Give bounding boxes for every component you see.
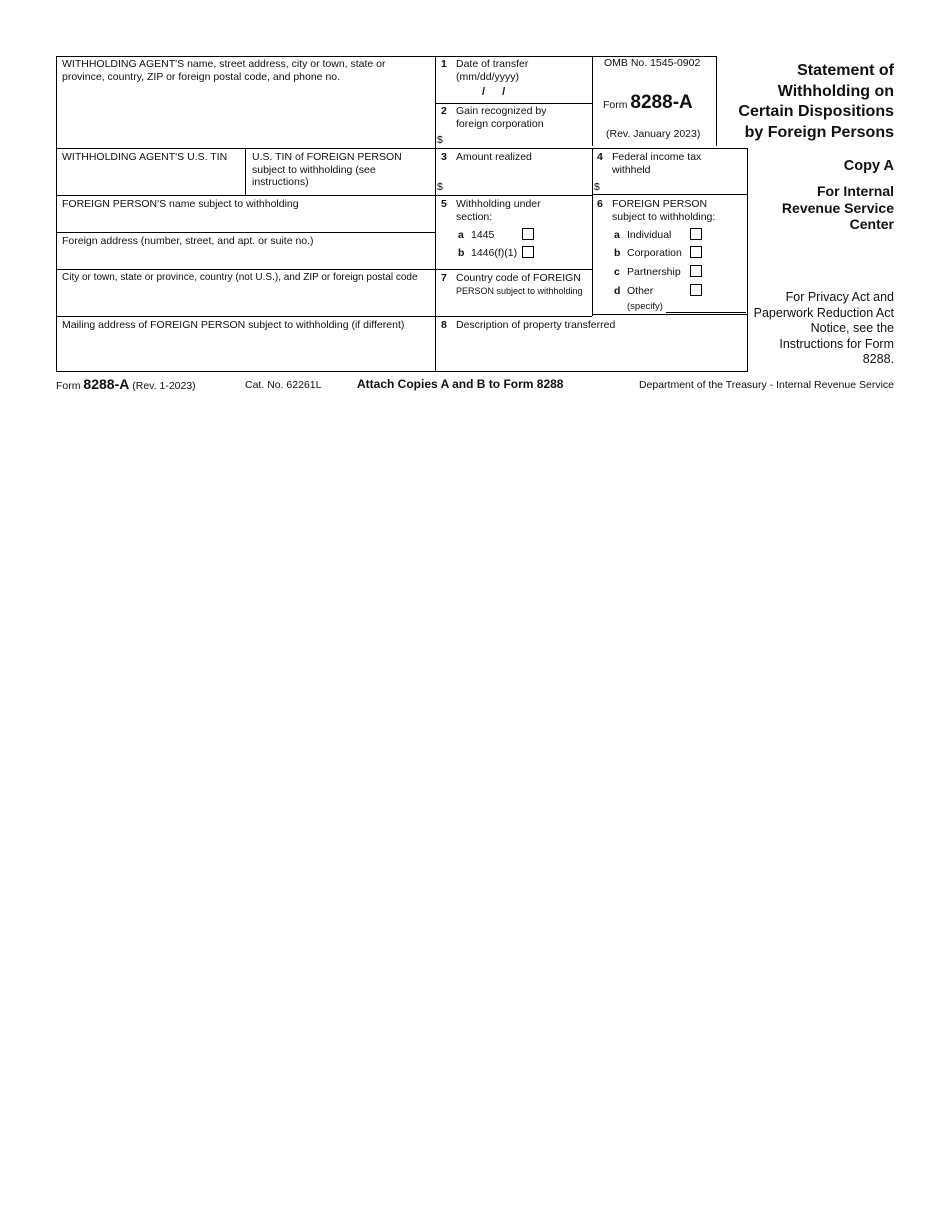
foreign-name-field[interactable]: [57, 212, 434, 231]
box-7-label: 7 Country code of FOREIGN: [441, 272, 581, 284]
dollar-sign: $: [437, 181, 443, 193]
foreign-name-label: FOREIGN PERSON'S name subject to withholding: [62, 198, 299, 210]
form-title: Statement of Withholding on Certain Dispositions by Foreign Persons: [738, 62, 894, 141]
foreign-tin-field[interactable]: [246, 176, 434, 194]
form-id: Form 8288-A: [603, 92, 693, 113]
box-5-label: 5 Withholding under section:: [441, 198, 541, 223]
box-4-label: 4 Federal income tax withheld: [597, 151, 702, 176]
agent-tin-field[interactable]: [57, 165, 244, 194]
agent-tin-label: WITHHOLDING AGENT'S U.S. TIN: [62, 151, 228, 163]
mailing-address-field[interactable]: [57, 333, 434, 370]
for-irs-label: For Internal Revenue Service Center: [781, 183, 894, 232]
checkbox-corporation[interactable]: [690, 246, 702, 258]
amount-realized-field[interactable]: [446, 170, 591, 194]
footer-form-id: Form 8288-A (Rev. 1-2023): [56, 376, 196, 392]
box-7-label-line2: PERSON subject to withholding: [456, 286, 583, 296]
copy-label: Copy A: [843, 158, 894, 174]
box-5a-label: a 1445: [458, 229, 495, 241]
privacy-notice: For Privacy Act and Paperwork Reduction Act Notice, see the Instructions for Form 8288.: [753, 290, 894, 366]
checkbox-individual[interactable]: [690, 228, 702, 240]
federal-tax-withheld-field[interactable]: [603, 176, 746, 193]
box-2-label: 2 Gain recognized by foreign corporation: [441, 105, 547, 130]
omb-number: OMB No. 1545-0902: [604, 57, 701, 69]
checkbox-other[interactable]: [690, 284, 702, 296]
foreign-tin-label: U.S. TIN of FOREIGN PERSON subject to withholding (see instructions): [252, 151, 402, 188]
box-6c-label: c Partnership: [614, 266, 681, 278]
country-code-field[interactable]: [436, 298, 591, 315]
agent-name-label: WITHHOLDING AGENT'S name, street address, city or town, state or province, country, ZIP or foreign postal code, and phone no.: [62, 58, 386, 83]
catalog-number: Cat. No. 62261L: [245, 379, 322, 391]
specify-label: (specify): [627, 301, 663, 312]
box-3-label: 3 Amount realized: [441, 151, 532, 163]
foreign-address-field[interactable]: [57, 249, 434, 268]
box-5b-label: b 1446(f)(1): [458, 247, 518, 259]
property-description-field[interactable]: [436, 333, 746, 370]
checkbox-partnership[interactable]: [690, 265, 702, 277]
foreign-address-label: Foreign address (number, street, and apt. or suite no.): [62, 235, 314, 247]
checkbox-1445[interactable]: [522, 228, 534, 240]
dollar-sign: $: [594, 181, 600, 193]
date-of-transfer-field[interactable]: [436, 84, 591, 102]
specify-underline: [666, 312, 746, 313]
specify-other-field[interactable]: [666, 299, 746, 312]
box-6b-label: b Corporation: [614, 247, 682, 259]
gain-recognized-field[interactable]: [446, 131, 591, 147]
mailing-address-label: Mailing address of FOREIGN PERSON subject to withholding (if different): [62, 319, 405, 331]
attach-instruction: Attach Copies A and B to Form 8288: [357, 377, 564, 391]
city-field[interactable]: [57, 286, 434, 315]
box-6d-label: d Other: [614, 285, 654, 297]
box-8-label: 8 Description of property transferred: [441, 319, 616, 331]
department-label: Department of the Treasury - Internal Revenue Service: [638, 379, 894, 391]
city-label: City or town, state or province, country (not U.S.), and ZIP or foreign postal code: [62, 272, 418, 283]
agent-name-field[interactable]: [57, 88, 434, 146]
form-revision: (Rev. January 2023): [606, 128, 701, 140]
box-6-label: 6 FOREIGN PERSON subject to withholding:: [597, 198, 716, 223]
box-1-label: 1 Date of transfer (mm/dd/yyyy): [441, 58, 529, 83]
date-separators: / /: [482, 86, 506, 98]
checkbox-1446f1[interactable]: [522, 246, 534, 258]
box-6a-label: a Individual: [614, 229, 672, 241]
dollar-sign: $: [437, 134, 443, 146]
